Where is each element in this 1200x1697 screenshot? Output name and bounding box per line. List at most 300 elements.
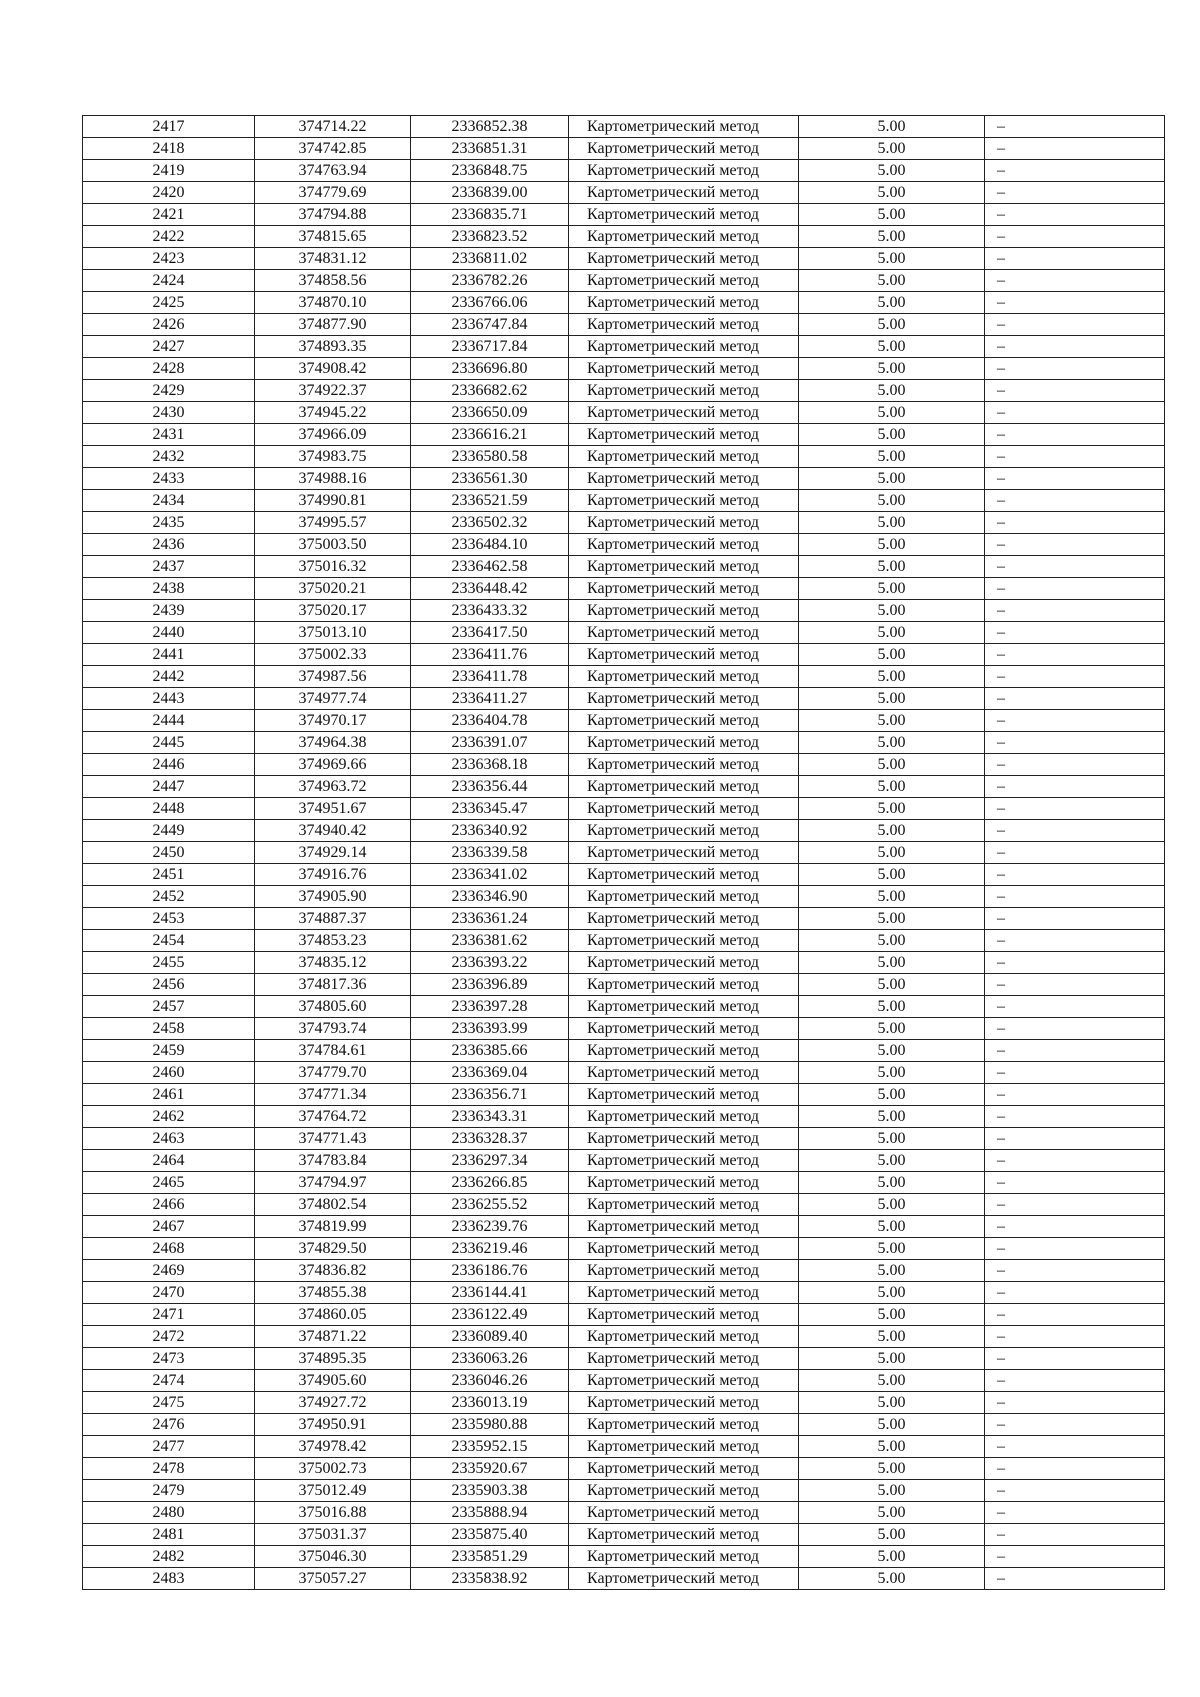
point-number-cell: 2423 [83, 248, 255, 270]
method-cell: Картометрический метод [569, 1524, 799, 1546]
note-cell: – [985, 116, 1165, 138]
method-cell: Картометрический метод [569, 886, 799, 908]
method-cell: Картометрический метод [569, 270, 799, 292]
point-number-cell: 2472 [83, 1326, 255, 1348]
y-coordinate-cell: 2336341.02 [411, 864, 569, 886]
accuracy-cell: 5.00 [799, 402, 985, 424]
table-row [83, 688, 1165, 710]
note-cell: – [985, 270, 1165, 292]
table-row [83, 1040, 1165, 1062]
y-coordinate-cell: 2335952.15 [411, 1436, 569, 1458]
accuracy-cell: 5.00 [799, 1480, 985, 1502]
point-number-cell: 2426 [83, 314, 255, 336]
method-cell: Картометрический метод [569, 974, 799, 996]
x-coordinate-cell: 374940.42 [255, 820, 411, 842]
x-coordinate-cell: 374853.23 [255, 930, 411, 952]
accuracy-cell: 5.00 [799, 534, 985, 556]
table-row [83, 270, 1165, 292]
method-cell: Картометрический метод [569, 1502, 799, 1524]
table-row [83, 930, 1165, 952]
y-coordinate-cell: 2335903.38 [411, 1480, 569, 1502]
x-coordinate-cell: 374951.67 [255, 798, 411, 820]
x-coordinate-cell: 374779.70 [255, 1062, 411, 1084]
y-coordinate-cell: 2336345.47 [411, 798, 569, 820]
method-cell: Картометрический метод [569, 1282, 799, 1304]
y-coordinate-cell: 2336839.00 [411, 182, 569, 204]
point-number-cell: 2425 [83, 292, 255, 314]
note-cell: – [985, 732, 1165, 754]
accuracy-cell: 5.00 [799, 248, 985, 270]
point-number-cell: 2466 [83, 1194, 255, 1216]
method-cell: Картометрический метод [569, 1040, 799, 1062]
y-coordinate-cell: 2336484.10 [411, 534, 569, 556]
note-cell: – [985, 666, 1165, 688]
y-coordinate-cell: 2336580.58 [411, 446, 569, 468]
y-coordinate-cell: 2336852.38 [411, 116, 569, 138]
accuracy-cell: 5.00 [799, 1194, 985, 1216]
accuracy-cell: 5.00 [799, 644, 985, 666]
method-cell: Картометрический метод [569, 1216, 799, 1238]
accuracy-cell: 5.00 [799, 710, 985, 732]
accuracy-cell: 5.00 [799, 424, 985, 446]
y-coordinate-cell: 2336502.32 [411, 512, 569, 534]
method-cell: Картометрический метод [569, 1546, 799, 1568]
point-number-cell: 2482 [83, 1546, 255, 1568]
accuracy-cell: 5.00 [799, 1414, 985, 1436]
note-cell: – [985, 1282, 1165, 1304]
x-coordinate-cell: 374794.88 [255, 204, 411, 226]
y-coordinate-cell: 2336411.78 [411, 666, 569, 688]
table-row [83, 446, 1165, 468]
method-cell: Картометрический метод [569, 512, 799, 534]
table-row [83, 556, 1165, 578]
y-coordinate-cell: 2335980.88 [411, 1414, 569, 1436]
point-number-cell: 2483 [83, 1568, 255, 1590]
method-cell: Картометрический метод [569, 908, 799, 930]
accuracy-cell: 5.00 [799, 820, 985, 842]
method-cell: Картометрический метод [569, 1062, 799, 1084]
table-row [83, 754, 1165, 776]
accuracy-cell: 5.00 [799, 1018, 985, 1040]
accuracy-cell: 5.00 [799, 622, 985, 644]
x-coordinate-cell: 374969.66 [255, 754, 411, 776]
x-coordinate-cell: 374714.22 [255, 116, 411, 138]
table-row [83, 1106, 1165, 1128]
table-row [83, 1370, 1165, 1392]
note-cell: – [985, 1172, 1165, 1194]
x-coordinate-cell: 375020.21 [255, 578, 411, 600]
table-row [83, 732, 1165, 754]
note-cell: – [985, 1568, 1165, 1590]
x-coordinate-cell: 374764.72 [255, 1106, 411, 1128]
note-cell: – [985, 600, 1165, 622]
method-cell: Картометрический метод [569, 798, 799, 820]
x-coordinate-cell: 374805.60 [255, 996, 411, 1018]
table-row [83, 996, 1165, 1018]
accuracy-cell: 5.00 [799, 1436, 985, 1458]
note-cell: – [985, 1348, 1165, 1370]
table-row [83, 886, 1165, 908]
table-row [83, 534, 1165, 556]
y-coordinate-cell: 2336356.44 [411, 776, 569, 798]
table-row [83, 842, 1165, 864]
table-row [83, 314, 1165, 336]
method-cell: Картометрический метод [569, 1018, 799, 1040]
table-row [83, 1128, 1165, 1150]
note-cell: – [985, 1150, 1165, 1172]
x-coordinate-cell: 374815.65 [255, 226, 411, 248]
accuracy-cell: 5.00 [799, 1370, 985, 1392]
y-coordinate-cell: 2336356.71 [411, 1084, 569, 1106]
x-coordinate-cell: 374793.74 [255, 1018, 411, 1040]
point-number-cell: 2453 [83, 908, 255, 930]
point-number-cell: 2428 [83, 358, 255, 380]
y-coordinate-cell: 2336297.34 [411, 1150, 569, 1172]
x-coordinate-cell: 374870.10 [255, 292, 411, 314]
note-cell: – [985, 1106, 1165, 1128]
table-row [83, 710, 1165, 732]
note-cell: – [985, 138, 1165, 160]
point-number-cell: 2447 [83, 776, 255, 798]
point-number-cell: 2421 [83, 204, 255, 226]
accuracy-cell: 5.00 [799, 1062, 985, 1084]
accuracy-cell: 5.00 [799, 358, 985, 380]
point-number-cell: 2455 [83, 952, 255, 974]
y-coordinate-cell: 2336411.76 [411, 644, 569, 666]
point-number-cell: 2443 [83, 688, 255, 710]
note-cell: – [985, 1194, 1165, 1216]
point-number-cell: 2457 [83, 996, 255, 1018]
method-cell: Картометрический метод [569, 996, 799, 1018]
point-number-cell: 2480 [83, 1502, 255, 1524]
note-cell: – [985, 1304, 1165, 1326]
table-row [83, 1348, 1165, 1370]
note-cell: – [985, 1458, 1165, 1480]
accuracy-cell: 5.00 [799, 930, 985, 952]
x-coordinate-cell: 374855.38 [255, 1282, 411, 1304]
table-row [83, 776, 1165, 798]
point-number-cell: 2434 [83, 490, 255, 512]
x-coordinate-cell: 374987.56 [255, 666, 411, 688]
method-cell: Картометрический метод [569, 710, 799, 732]
y-coordinate-cell: 2335875.40 [411, 1524, 569, 1546]
table-row [83, 226, 1165, 248]
x-coordinate-cell: 374802.54 [255, 1194, 411, 1216]
x-coordinate-cell: 374905.60 [255, 1370, 411, 1392]
accuracy-cell: 5.00 [799, 160, 985, 182]
table-row [83, 1458, 1165, 1480]
method-cell: Картометрический метод [569, 1480, 799, 1502]
accuracy-cell: 5.00 [799, 314, 985, 336]
point-number-cell: 2479 [83, 1480, 255, 1502]
accuracy-cell: 5.00 [799, 204, 985, 226]
accuracy-cell: 5.00 [799, 798, 985, 820]
table-row [83, 1150, 1165, 1172]
method-cell: Картометрический метод [569, 666, 799, 688]
note-cell: – [985, 710, 1165, 732]
note-cell: – [985, 226, 1165, 248]
table-row [83, 1436, 1165, 1458]
x-coordinate-cell: 374860.05 [255, 1304, 411, 1326]
method-cell: Картометрический метод [569, 688, 799, 710]
method-cell: Картометрический метод [569, 138, 799, 160]
accuracy-cell: 5.00 [799, 1040, 985, 1062]
point-number-cell: 2449 [83, 820, 255, 842]
accuracy-cell: 5.00 [799, 468, 985, 490]
note-cell: – [985, 402, 1165, 424]
y-coordinate-cell: 2336782.26 [411, 270, 569, 292]
note-cell: – [985, 754, 1165, 776]
point-number-cell: 2442 [83, 666, 255, 688]
note-cell: – [985, 446, 1165, 468]
y-coordinate-cell: 2336328.37 [411, 1128, 569, 1150]
accuracy-cell: 5.00 [799, 270, 985, 292]
table-row [83, 666, 1165, 688]
method-cell: Картометрический метод [569, 292, 799, 314]
x-coordinate-cell: 374963.72 [255, 776, 411, 798]
x-coordinate-cell: 374835.12 [255, 952, 411, 974]
method-cell: Картометрический метод [569, 1194, 799, 1216]
y-coordinate-cell: 2336696.80 [411, 358, 569, 380]
y-coordinate-cell: 2336747.84 [411, 314, 569, 336]
note-cell: – [985, 864, 1165, 886]
method-cell: Картометрический метод [569, 336, 799, 358]
note-cell: – [985, 952, 1165, 974]
y-coordinate-cell: 2336811.02 [411, 248, 569, 270]
table-body [83, 116, 1165, 1590]
method-cell: Картометрический метод [569, 1458, 799, 1480]
x-coordinate-cell: 374916.76 [255, 864, 411, 886]
table-row [83, 1172, 1165, 1194]
point-number-cell: 2433 [83, 468, 255, 490]
x-coordinate-cell: 374988.16 [255, 468, 411, 490]
method-cell: Картометрический метод [569, 1414, 799, 1436]
note-cell: – [985, 534, 1165, 556]
note-cell: – [985, 1040, 1165, 1062]
table-row [83, 1282, 1165, 1304]
x-coordinate-cell: 374819.99 [255, 1216, 411, 1238]
note-cell: – [985, 1392, 1165, 1414]
table-row [83, 974, 1165, 996]
x-coordinate-cell: 375057.27 [255, 1568, 411, 1590]
point-number-cell: 2477 [83, 1436, 255, 1458]
note-cell: – [985, 248, 1165, 270]
method-cell: Картометрический метод [569, 1128, 799, 1150]
point-number-cell: 2422 [83, 226, 255, 248]
point-number-cell: 2441 [83, 644, 255, 666]
note-cell: – [985, 996, 1165, 1018]
table-row [83, 204, 1165, 226]
accuracy-cell: 5.00 [799, 1348, 985, 1370]
note-cell: – [985, 798, 1165, 820]
y-coordinate-cell: 2336361.24 [411, 908, 569, 930]
x-coordinate-cell: 374784.61 [255, 1040, 411, 1062]
note-cell: – [985, 1084, 1165, 1106]
note-cell: – [985, 688, 1165, 710]
point-number-cell: 2467 [83, 1216, 255, 1238]
y-coordinate-cell: 2336369.04 [411, 1062, 569, 1084]
accuracy-cell: 5.00 [799, 908, 985, 930]
point-number-cell: 2439 [83, 600, 255, 622]
point-number-cell: 2420 [83, 182, 255, 204]
method-cell: Картометрический метод [569, 1106, 799, 1128]
y-coordinate-cell: 2336682.62 [411, 380, 569, 402]
note-cell: – [985, 1062, 1165, 1084]
y-coordinate-cell: 2336346.90 [411, 886, 569, 908]
note-cell: – [985, 1414, 1165, 1436]
y-coordinate-cell: 2336521.59 [411, 490, 569, 512]
y-coordinate-cell: 2336650.09 [411, 402, 569, 424]
x-coordinate-cell: 375046.30 [255, 1546, 411, 1568]
accuracy-cell: 5.00 [799, 886, 985, 908]
y-coordinate-cell: 2336396.89 [411, 974, 569, 996]
method-cell: Картометрический метод [569, 1150, 799, 1172]
method-cell: Картометрический метод [569, 314, 799, 336]
accuracy-cell: 5.00 [799, 1084, 985, 1106]
y-coordinate-cell: 2336013.19 [411, 1392, 569, 1414]
accuracy-cell: 5.00 [799, 116, 985, 138]
point-number-cell: 2424 [83, 270, 255, 292]
note-cell: – [985, 1326, 1165, 1348]
y-coordinate-cell: 2335838.92 [411, 1568, 569, 1590]
y-coordinate-cell: 2336186.76 [411, 1260, 569, 1282]
y-coordinate-cell: 2336340.92 [411, 820, 569, 842]
y-coordinate-cell: 2336404.78 [411, 710, 569, 732]
y-coordinate-cell: 2336616.21 [411, 424, 569, 446]
accuracy-cell: 5.00 [799, 1304, 985, 1326]
y-coordinate-cell: 2336343.31 [411, 1106, 569, 1128]
accuracy-cell: 5.00 [799, 974, 985, 996]
y-coordinate-cell: 2335920.67 [411, 1458, 569, 1480]
accuracy-cell: 5.00 [799, 1260, 985, 1282]
note-cell: – [985, 974, 1165, 996]
method-cell: Картометрический метод [569, 644, 799, 666]
table-row [83, 336, 1165, 358]
accuracy-cell: 5.00 [799, 1150, 985, 1172]
x-coordinate-cell: 374945.22 [255, 402, 411, 424]
point-number-cell: 2469 [83, 1260, 255, 1282]
note-cell: – [985, 314, 1165, 336]
table-row [83, 1238, 1165, 1260]
x-coordinate-cell: 374927.72 [255, 1392, 411, 1414]
table-row [83, 160, 1165, 182]
table-row [83, 1546, 1165, 1568]
note-cell: – [985, 886, 1165, 908]
note-cell: – [985, 1436, 1165, 1458]
y-coordinate-cell: 2336393.22 [411, 952, 569, 974]
y-coordinate-cell: 2336561.30 [411, 468, 569, 490]
point-number-cell: 2461 [83, 1084, 255, 1106]
accuracy-cell: 5.00 [799, 666, 985, 688]
table-row [83, 798, 1165, 820]
x-coordinate-cell: 374836.82 [255, 1260, 411, 1282]
point-number-cell: 2459 [83, 1040, 255, 1062]
accuracy-cell: 5.00 [799, 512, 985, 534]
method-cell: Картометрический метод [569, 424, 799, 446]
y-coordinate-cell: 2336851.31 [411, 138, 569, 160]
table-row [83, 1568, 1165, 1590]
method-cell: Картометрический метод [569, 1172, 799, 1194]
x-coordinate-cell: 374983.75 [255, 446, 411, 468]
x-coordinate-cell: 374908.42 [255, 358, 411, 380]
note-cell: – [985, 776, 1165, 798]
x-coordinate-cell: 374895.35 [255, 1348, 411, 1370]
accuracy-cell: 5.00 [799, 1392, 985, 1414]
method-cell: Картометрический метод [569, 490, 799, 512]
point-number-cell: 2456 [83, 974, 255, 996]
x-coordinate-cell: 375002.73 [255, 1458, 411, 1480]
y-coordinate-cell: 2336046.26 [411, 1370, 569, 1392]
method-cell: Картометрический метод [569, 116, 799, 138]
table-row [83, 358, 1165, 380]
x-coordinate-cell: 374905.90 [255, 886, 411, 908]
x-coordinate-cell: 374771.43 [255, 1128, 411, 1150]
x-coordinate-cell: 374783.84 [255, 1150, 411, 1172]
table-row [83, 622, 1165, 644]
table-row [83, 1326, 1165, 1348]
method-cell: Картометрический метод [569, 600, 799, 622]
point-number-cell: 2470 [83, 1282, 255, 1304]
table-row [83, 468, 1165, 490]
method-cell: Картометрический метод [569, 1084, 799, 1106]
table-row [83, 1480, 1165, 1502]
point-number-cell: 2464 [83, 1150, 255, 1172]
point-number-cell: 2460 [83, 1062, 255, 1084]
note-cell: – [985, 358, 1165, 380]
note-cell: – [985, 204, 1165, 226]
point-number-cell: 2463 [83, 1128, 255, 1150]
method-cell: Картометрический метод [569, 1436, 799, 1458]
point-number-cell: 2450 [83, 842, 255, 864]
table-row [83, 1502, 1165, 1524]
point-number-cell: 2478 [83, 1458, 255, 1480]
accuracy-cell: 5.00 [799, 380, 985, 402]
accuracy-cell: 5.00 [799, 556, 985, 578]
x-coordinate-cell: 374929.14 [255, 842, 411, 864]
point-number-cell: 2440 [83, 622, 255, 644]
y-coordinate-cell: 2336339.58 [411, 842, 569, 864]
table-row [83, 1414, 1165, 1436]
method-cell: Картометрический метод [569, 556, 799, 578]
point-number-cell: 2476 [83, 1414, 255, 1436]
method-cell: Картометрический метод [569, 842, 799, 864]
y-coordinate-cell: 2335851.29 [411, 1546, 569, 1568]
method-cell: Картометрический метод [569, 1238, 799, 1260]
x-coordinate-cell: 375002.33 [255, 644, 411, 666]
y-coordinate-cell: 2336266.85 [411, 1172, 569, 1194]
point-number-cell: 2430 [83, 402, 255, 424]
accuracy-cell: 5.00 [799, 688, 985, 710]
y-coordinate-cell: 2336433.32 [411, 600, 569, 622]
point-number-cell: 2419 [83, 160, 255, 182]
table-row [83, 864, 1165, 886]
accuracy-cell: 5.00 [799, 292, 985, 314]
x-coordinate-cell: 374763.94 [255, 160, 411, 182]
method-cell: Картометрический метод [569, 446, 799, 468]
method-cell: Картометрический метод [569, 1304, 799, 1326]
note-cell: – [985, 644, 1165, 666]
note-cell: – [985, 908, 1165, 930]
accuracy-cell: 5.00 [799, 1216, 985, 1238]
note-cell: – [985, 1238, 1165, 1260]
y-coordinate-cell: 2336717.84 [411, 336, 569, 358]
y-coordinate-cell: 2336122.49 [411, 1304, 569, 1326]
table-row [83, 1392, 1165, 1414]
table-row [83, 1194, 1165, 1216]
x-coordinate-cell: 374893.35 [255, 336, 411, 358]
point-number-cell: 2444 [83, 710, 255, 732]
y-coordinate-cell: 2336063.26 [411, 1348, 569, 1370]
